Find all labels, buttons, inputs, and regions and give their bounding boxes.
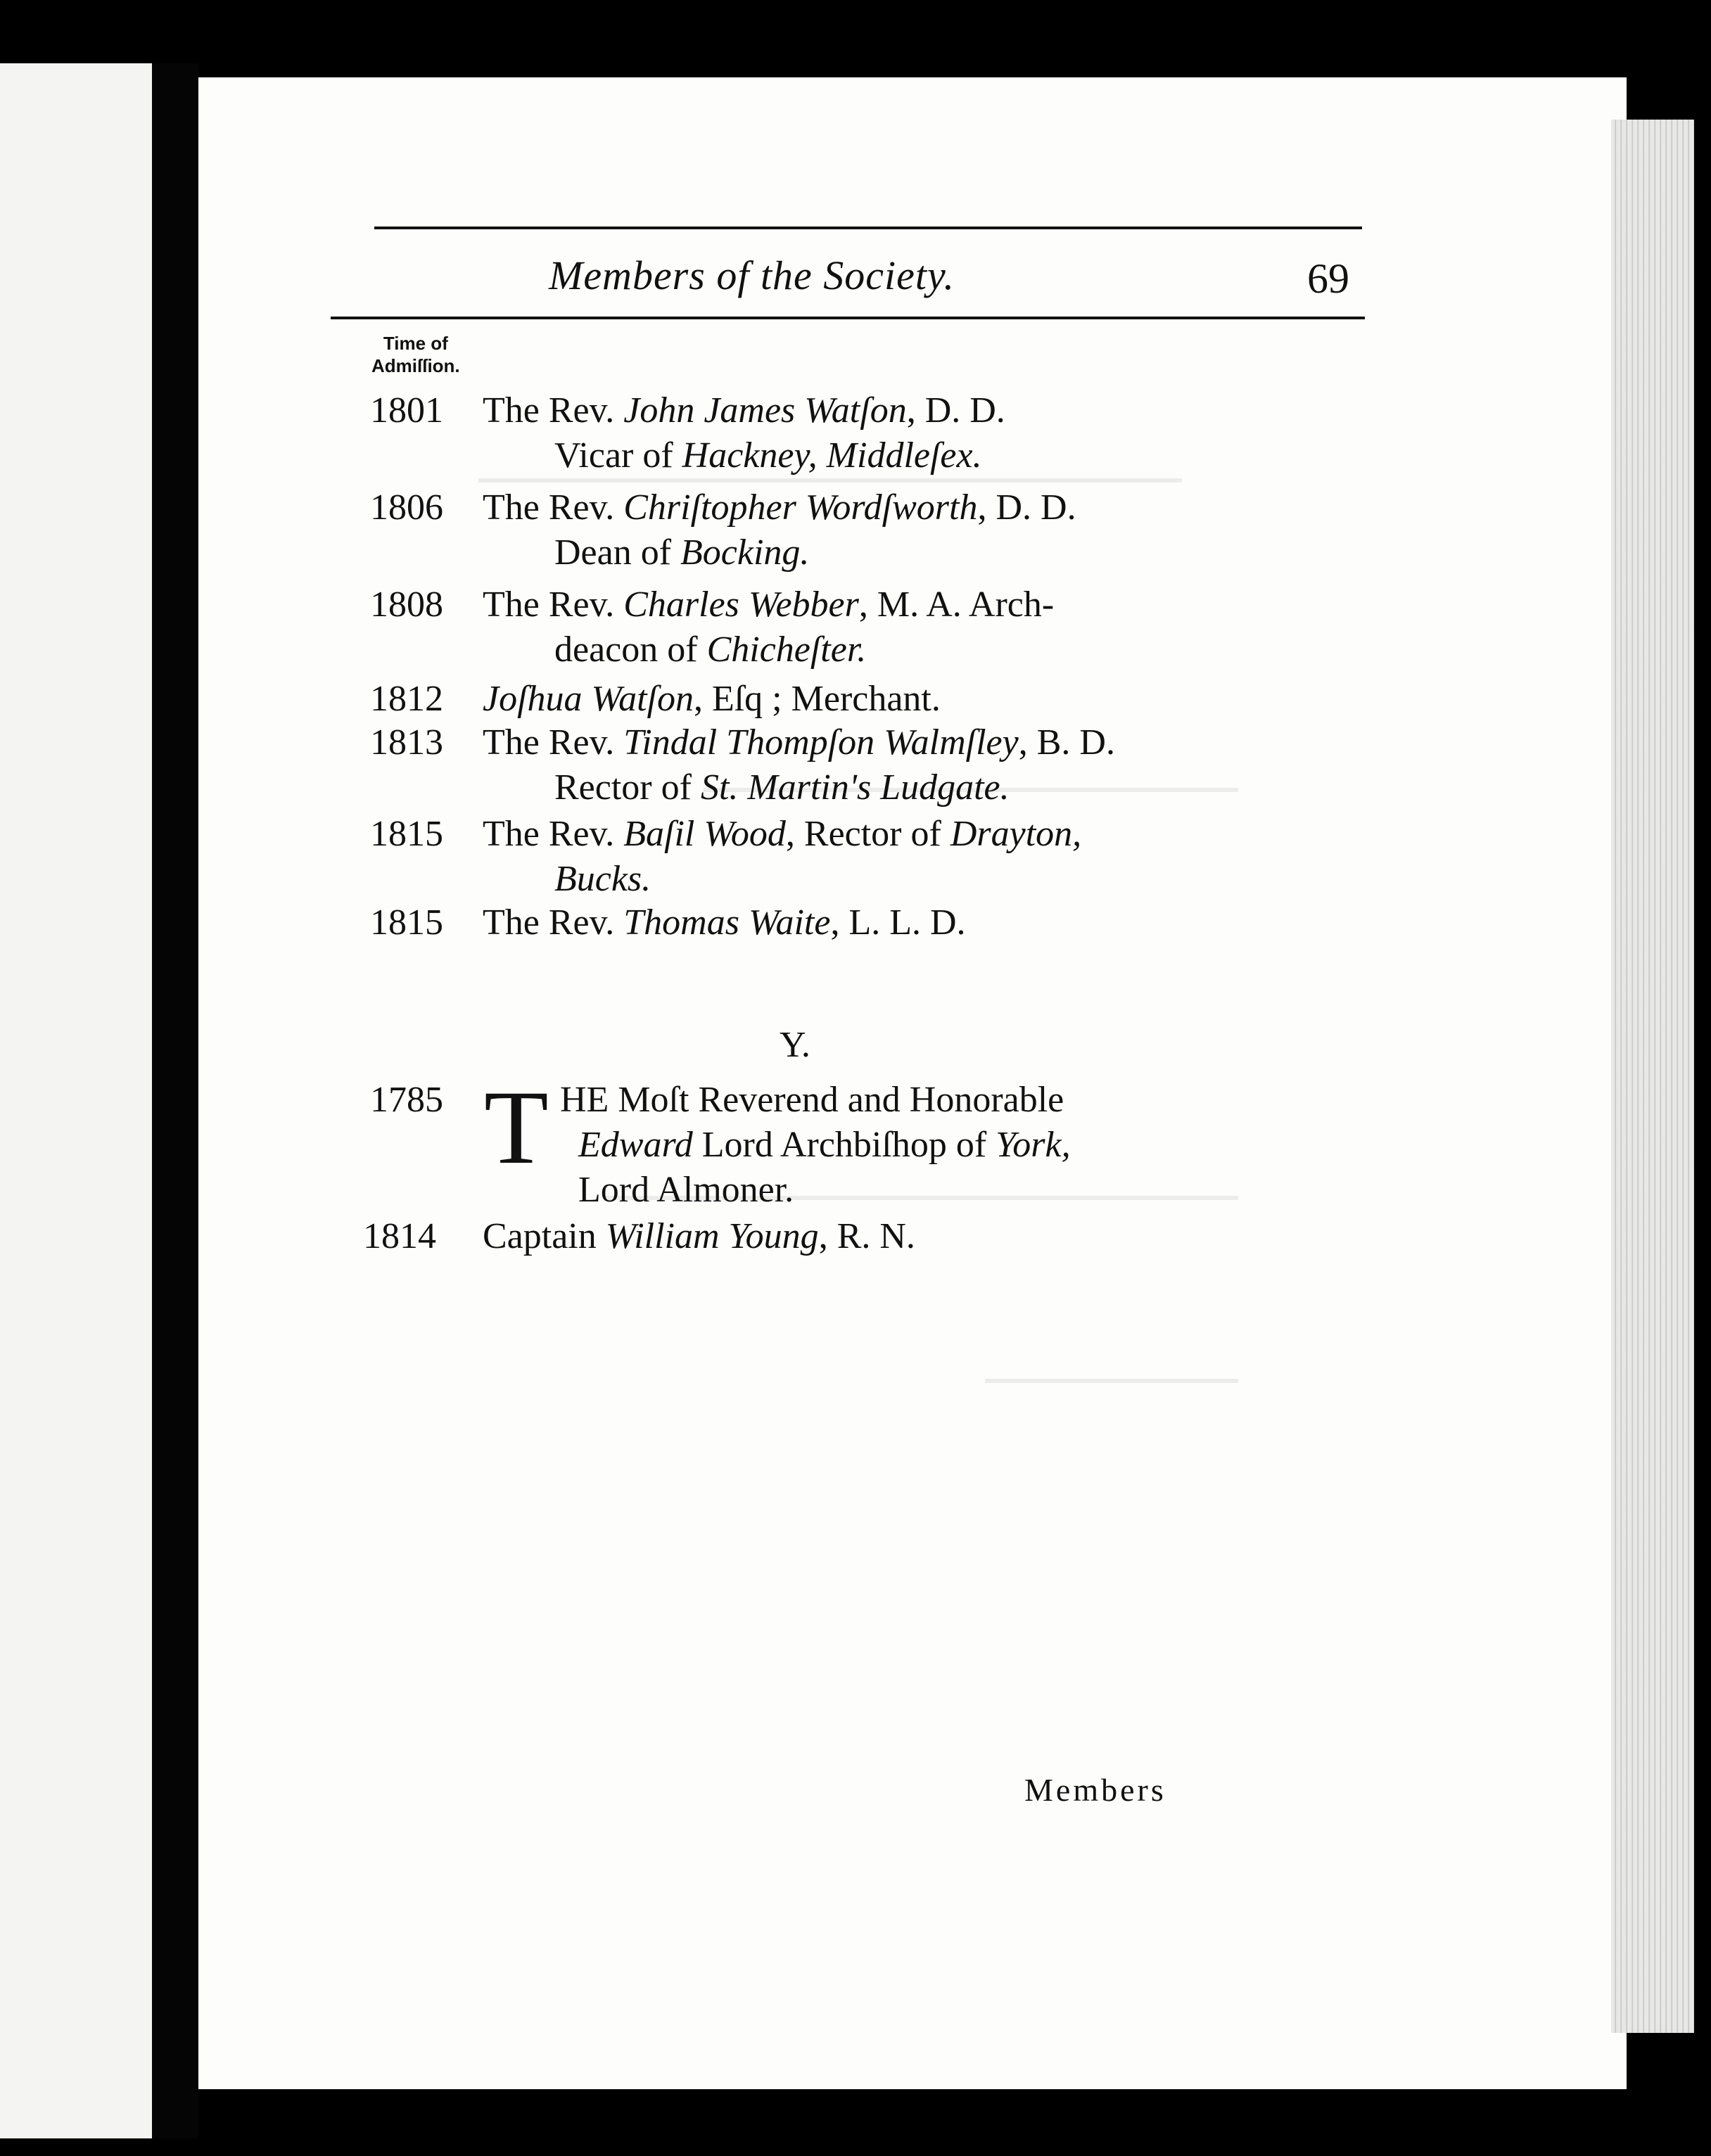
list-item (370, 812, 1081, 902)
catchword: Members (1024, 1772, 1166, 1808)
show-through-line (478, 478, 1182, 483)
entry-suffix: , D. D. (977, 487, 1076, 528)
member-name: Baſil Wood (623, 814, 786, 854)
entry-line2-prefix: Dean of (554, 532, 681, 573)
admission-year: 1813 (370, 722, 443, 763)
admission-year: 1815 (370, 902, 443, 943)
entry-line1: HE Moſt Reverend and Honorable (560, 1080, 1064, 1120)
entry-prefix: Captain (483, 1216, 606, 1256)
entry-prefix: The Rev. (483, 390, 624, 430)
header-rule-top (374, 227, 1362, 229)
entry-place: York, (996, 1125, 1071, 1165)
entry-prefix: The Rev. (483, 585, 624, 625)
member-name: Chriſtopher Wordſworth (623, 487, 978, 528)
list-item (370, 485, 1076, 575)
running-title: Members of the Society. (549, 253, 955, 298)
section-letter: Y. (780, 1025, 810, 1065)
admission-year: 1808 (370, 585, 443, 625)
column-heading-line1: Time of (383, 333, 448, 354)
list-item-continuation (578, 1123, 1071, 1168)
entry-mid: Lord Archbiſhop of (692, 1125, 996, 1165)
entry-suffix: , D. D. (906, 390, 1005, 430)
list-item (370, 677, 941, 722)
entry-place: Hackney, Middleſex. (682, 435, 982, 476)
entry-line2-prefix: deacon of (554, 630, 707, 670)
entry-prefix: The Rev. (483, 487, 624, 528)
admission-year: 1785 (370, 1080, 443, 1120)
entry-suffix: , L. L. D. (830, 902, 966, 943)
list-item (363, 1214, 915, 1259)
member-name: Charles Webber (623, 585, 859, 625)
admission-year: 1815 (370, 814, 443, 854)
entry-suffix: , B. D. (1018, 722, 1115, 763)
member-name: William Young (605, 1216, 819, 1256)
gutter-shadow (152, 63, 198, 2138)
list-item-continuation (578, 1168, 794, 1213)
entry-line2-prefix: Rector of (554, 767, 701, 808)
entry-place: Drayton, (950, 814, 1082, 854)
entry-place: St. Martin's Ludgate. (700, 767, 1010, 808)
list-item (370, 1078, 1064, 1123)
member-name: Joſhua Watſon (483, 679, 694, 719)
member-name: Tindal Thompſon Walmſley (623, 722, 1019, 763)
entry-prefix: The Rev. (483, 902, 624, 943)
show-through-line (985, 1379, 1238, 1383)
admission-year: 1801 (370, 390, 443, 430)
entry-place: Bocking. (680, 532, 810, 573)
facing-page-edge (0, 63, 152, 2138)
header-rule-bottom (331, 317, 1365, 319)
page-edges (1611, 120, 1694, 2033)
page-number: 69 (1307, 255, 1349, 302)
column-heading (371, 332, 460, 377)
list-item (370, 720, 1115, 810)
admission-year: 1812 (370, 679, 443, 719)
entry-prefix: The Rev. (483, 814, 624, 854)
column-heading-line2: Admiſſion. (371, 355, 460, 376)
member-name: Edward (578, 1125, 693, 1165)
list-item (370, 582, 1054, 672)
admission-year: 1814 (363, 1216, 436, 1256)
entry-suffix: , M. A. Arch- (858, 585, 1055, 625)
member-name: Thomas Waite (623, 902, 831, 943)
entry-line2-prefix: Vicar of (554, 435, 682, 476)
entry-line3: Lord Almoner. (578, 1170, 794, 1210)
admission-year: 1806 (370, 487, 443, 528)
entry-place: Bucks. (554, 859, 651, 899)
entry-place: Chicheſter. (706, 630, 867, 670)
entry-suffix: , Eſq ; Merchant. (693, 679, 941, 719)
drop-cap: T (484, 1069, 549, 1186)
entry-suffix: , Rector of (785, 814, 950, 854)
entry-prefix: The Rev. (483, 722, 624, 763)
member-name: John James Watſon (623, 390, 907, 430)
entry-suffix: , R. N. (818, 1216, 915, 1256)
list-item (370, 900, 966, 945)
list-item (370, 388, 1005, 478)
